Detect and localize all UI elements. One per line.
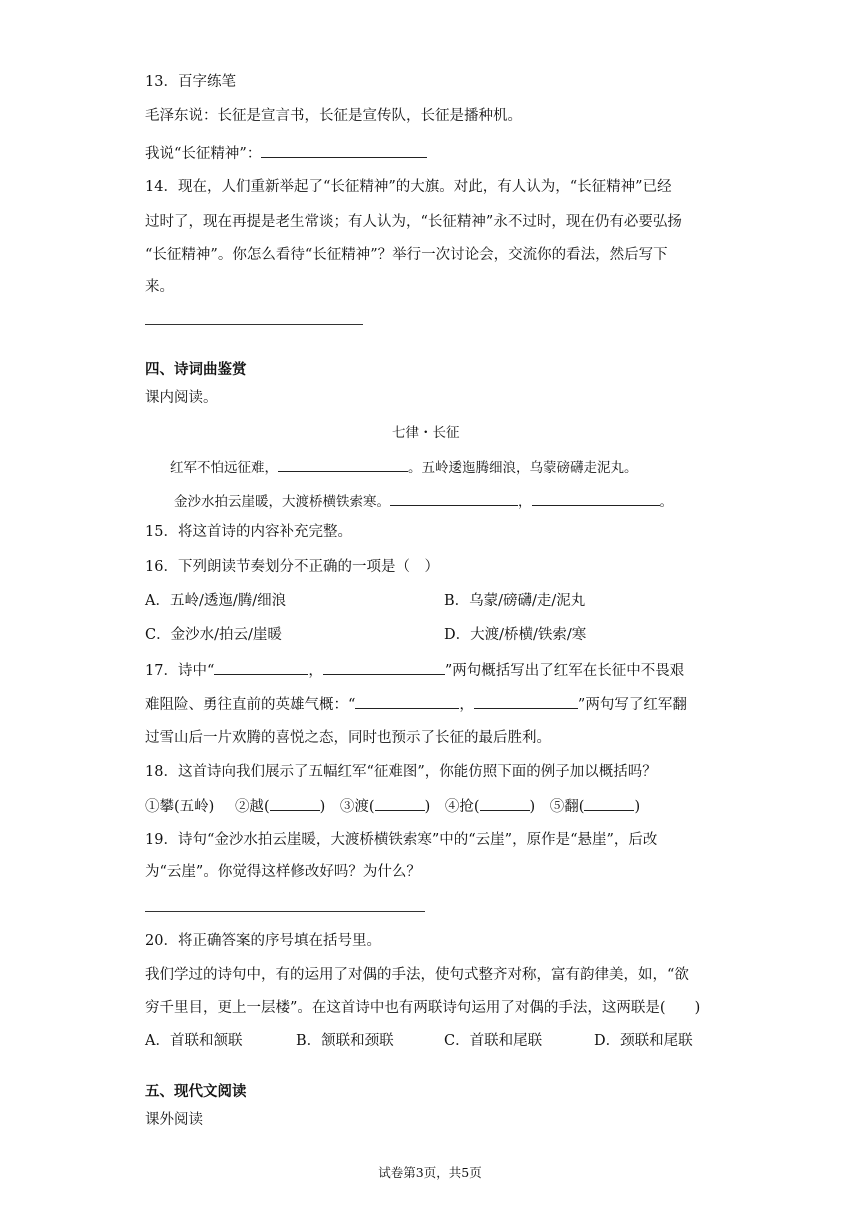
q16-option-a[interactable]: A．五岭/透迤/腾/细浪 (145, 593, 287, 609)
q18-blank-2[interactable] (270, 795, 320, 811)
q13-prompt-line (145, 142, 427, 164)
q20-line1: 我们学过的诗句中，有的运用了对偶的手法，使句式整齐对称，富有韵律美，如，“欲 (145, 967, 689, 983)
q17-line1 (145, 659, 684, 681)
poem-line2-a: 金沙水拍云崖暖，大渡桥横铁索寒。 (174, 494, 390, 510)
section5-subheading: 课外阅读 (145, 1112, 203, 1128)
q20-option-c[interactable]: C．首联和尾联 (444, 1033, 543, 1049)
q17-blank-2[interactable] (323, 659, 445, 675)
poem-line1-b: 。五岭逶迤腾细浪，乌蒙磅礴走泥丸。 (408, 460, 638, 476)
q17-line2 (145, 693, 687, 715)
poem-blank-3[interactable] (532, 490, 660, 506)
q20-option-a[interactable]: A．首联和颔联 (145, 1033, 243, 1049)
q17-blank-4[interactable] (474, 693, 578, 709)
q19-answer-line[interactable] (145, 911, 425, 912)
poem-blank-2[interactable] (390, 490, 518, 506)
q17-l1-a: 17．诗中“ (145, 663, 215, 679)
section4-subheading: 课内阅读。 (145, 390, 218, 406)
q18-item-4: ④抢 (444, 799, 474, 815)
q18-item-1: ①攀(五岭) (145, 799, 215, 815)
q17-l2-a: 难阻险、勇往直前的英雄气概：“ (145, 697, 356, 713)
q17-l2-b: ， (459, 697, 474, 713)
poem-line2-b: ， (518, 494, 532, 510)
section4-heading: 四、诗词曲鉴赏 (145, 362, 247, 378)
q20-option-b[interactable]: B．颔联和颈联 (296, 1033, 394, 1049)
poem-line1 (170, 456, 638, 478)
q15-text: 15．将这首诗的内容补充完整。 (145, 524, 352, 540)
q20-stem: 20．将正确答案的序号填在括号里。 (145, 933, 381, 949)
q17-l1-b: ， (308, 663, 323, 679)
q18-blank-4[interactable] (480, 795, 530, 811)
q13-title: 13．百字练笔 (145, 74, 236, 90)
q16-option-d[interactable]: D．大渡/桥横/铁索/寒 (444, 627, 587, 643)
q17-l2-c: ”两句写了红军翻 (577, 697, 687, 713)
q18-item-2: ②越 (234, 799, 264, 815)
q14-line2: 过时了，现在再提是老生常谈；有人认为，“长征精神”永不过时，现在仍有必要弘扬 (145, 214, 682, 230)
q18-stem: 18．这首诗向我们展示了五幅红军“征难图”，你能仿照下面的例子加以概括吗？ (145, 764, 657, 780)
poem-line2-c: 。 (659, 494, 673, 510)
q14-line3: “长征精神”。你怎么看待“长征精神”？举行一次讨论会，交流你的看法，然后写下 (145, 247, 668, 263)
q18-items: ①攀(五岭) ②越( ) ③渡( ) ④抢( ) ⑤翻( ) (145, 795, 640, 817)
page-footer: 试卷第3页，共5页 (378, 1165, 482, 1180)
q20-line2: 穷千里目，更上一层楼”。在这首诗中也有两联诗句运用了对偶的手法，这两联是( ) (145, 1000, 701, 1016)
q18-item-3: ③渡 (339, 799, 369, 815)
q17-blank-3[interactable] (355, 693, 459, 709)
q16-option-b[interactable]: B．乌蒙/磅礴/走/泥丸 (444, 593, 586, 609)
q17-line3: 过雪山后一片欢腾的喜悦之态，同时也预示了长征的最后胜利。 (145, 730, 551, 746)
q19-line2: 为“云崖”。你觉得这样修改好吗？为什么？ (145, 864, 421, 880)
q13-quote: 毛泽东说：长征是宣言书，长征是宣传队，长征是播种机。 (145, 108, 522, 124)
q14-line4: 来。 (145, 279, 174, 295)
q16-option-c[interactable]: C．金沙水/拍云/崖暖 (145, 627, 282, 643)
q13-prompt: 我说“长征精神”： (145, 146, 262, 162)
poem-line1-a: 红军不怕远征难， (170, 460, 278, 476)
q16-stem: 16．下列朗读节奏划分不正确的一项是（ ） (145, 559, 439, 575)
poem-blank-1[interactable] (278, 456, 408, 472)
q18-blank-5[interactable] (584, 795, 634, 811)
q14-answer-line[interactable] (145, 324, 363, 325)
q18-blank-3[interactable] (375, 795, 425, 811)
q19-line1: 19．诗句“金沙水拍云崖暖，大渡桥横铁索寒”中的“云崖”，原作是“悬崖”，后改 (145, 832, 658, 848)
poem-line2 (174, 490, 673, 512)
q20-option-d[interactable]: D．颈联和尾联 (594, 1033, 693, 1049)
q17-l1-c: ”两句概括写出了红军在长征中不畏艰 (444, 663, 685, 679)
poem-title: 七律・长征 (392, 425, 460, 441)
q14-line1: 14．现在，人们重新举起了“长征精神”的大旗。对此，有人认为，“长征精神”已经 (145, 179, 672, 195)
q13-answer-blank[interactable] (261, 142, 427, 158)
q17-blank-1[interactable] (214, 659, 308, 675)
section5-heading: 五、现代文阅读 (145, 1084, 247, 1100)
q18-item-5: ⑤翻 (549, 799, 579, 815)
